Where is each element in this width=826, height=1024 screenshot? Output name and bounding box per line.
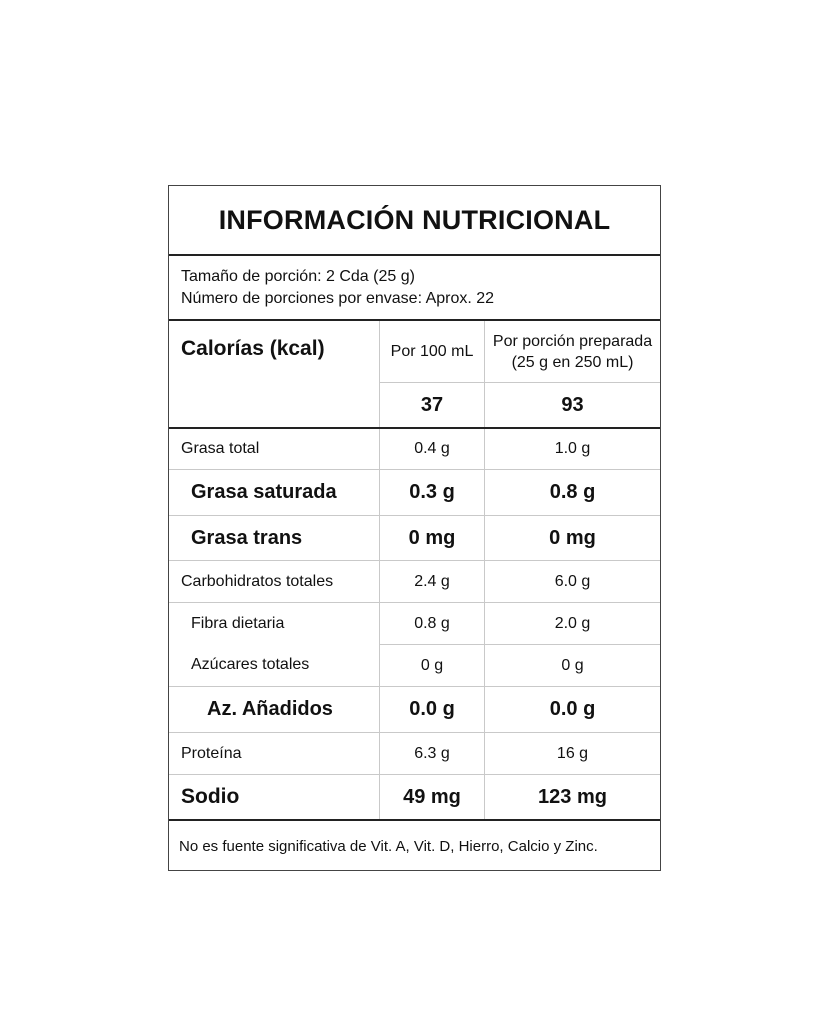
nutrient-row-grasa-saturada <box>169 469 660 515</box>
nutrient-per-100ml: 0 mg <box>379 516 484 560</box>
nutrient-name: Grasa total <box>181 440 260 457</box>
nutrient-row-proteina <box>169 732 660 774</box>
nutrient-row-az-anadidos <box>169 686 660 732</box>
nutrient-name: Az. Añadidos <box>207 698 333 720</box>
nutrient-per-serving: 0.0 g <box>484 687 660 732</box>
nutrient-per-serving: 0 g <box>484 644 660 686</box>
nutrient-row-fibra <box>169 602 660 644</box>
nutrient-name: Carbohidratos totales <box>181 572 334 590</box>
calories-per-100ml: 37 <box>379 382 484 427</box>
servings-per-container: Número de porciones por envase: Aprox. 22 <box>181 290 495 307</box>
column-header-line1: Por porción preparada <box>492 332 653 350</box>
nutrient-row-sodio <box>169 774 660 819</box>
nutrient-per-serving: 6.0 g <box>484 561 660 602</box>
nutrient-per-100ml: 0.8 g <box>379 603 484 644</box>
nutrient-name: Fibra dietaria <box>191 614 285 632</box>
nutrient-per-100ml: 6.3 g <box>379 733 484 774</box>
column-header-per-serving <box>484 321 660 382</box>
nutrition-facts-label <box>168 185 661 871</box>
footer-note: No es fuente significativa de Vit. A, Vit. D, Hierro, Calcio y Zinc. <box>169 819 660 871</box>
column-header-line2: (25 g en 250 mL) <box>511 353 634 371</box>
nutrient-per-serving: 1.0 g <box>484 429 660 469</box>
calories-per-serving: 93 <box>484 382 660 427</box>
nutrient-per-100ml: 2.4 g <box>379 561 484 602</box>
calories-empty-cell <box>169 382 379 427</box>
nutrient-per-100ml: 49 mg <box>379 775 484 819</box>
nutrient-per-serving: 0.8 g <box>484 470 660 515</box>
nutrient-name: Grasa saturada <box>191 481 337 503</box>
nutrient-per-serving: 0 mg <box>484 516 660 560</box>
nutrient-name: Grasa trans <box>191 526 303 549</box>
calories-header-row <box>169 319 660 382</box>
nutrient-per-serving: 2.0 g <box>484 603 660 644</box>
column-header-per-100ml: Por 100 mL <box>379 321 484 382</box>
nutrient-per-100ml: 0 g <box>379 644 484 686</box>
nutrient-name: Proteína <box>181 744 242 762</box>
nutrient-per-100ml: 0.3 g <box>379 470 484 515</box>
nutrient-per-serving: 123 mg <box>484 775 660 819</box>
nutrient-row-grasa-total <box>169 427 660 469</box>
calories-label: Calorías (kcal) <box>181 337 325 360</box>
nutrient-per-100ml: 0.4 g <box>379 429 484 469</box>
nutrient-row-azucares <box>169 644 660 686</box>
serving-size: Tamaño de porción: 2 Cda (25 g) <box>181 268 415 285</box>
nutrient-per-100ml: 0.0 g <box>379 687 484 732</box>
label-title: INFORMACIÓN NUTRICIONAL <box>218 204 611 235</box>
serving-info <box>169 254 660 319</box>
nutrient-row-grasa-trans <box>169 515 660 560</box>
nutrient-per-serving: 16 g <box>484 733 660 774</box>
nutrient-name: Sodio <box>181 785 240 808</box>
nutrient-row-carbohidratos <box>169 560 660 602</box>
nutrient-name: Azúcares totales <box>191 656 310 673</box>
calories-values-row <box>169 382 660 427</box>
